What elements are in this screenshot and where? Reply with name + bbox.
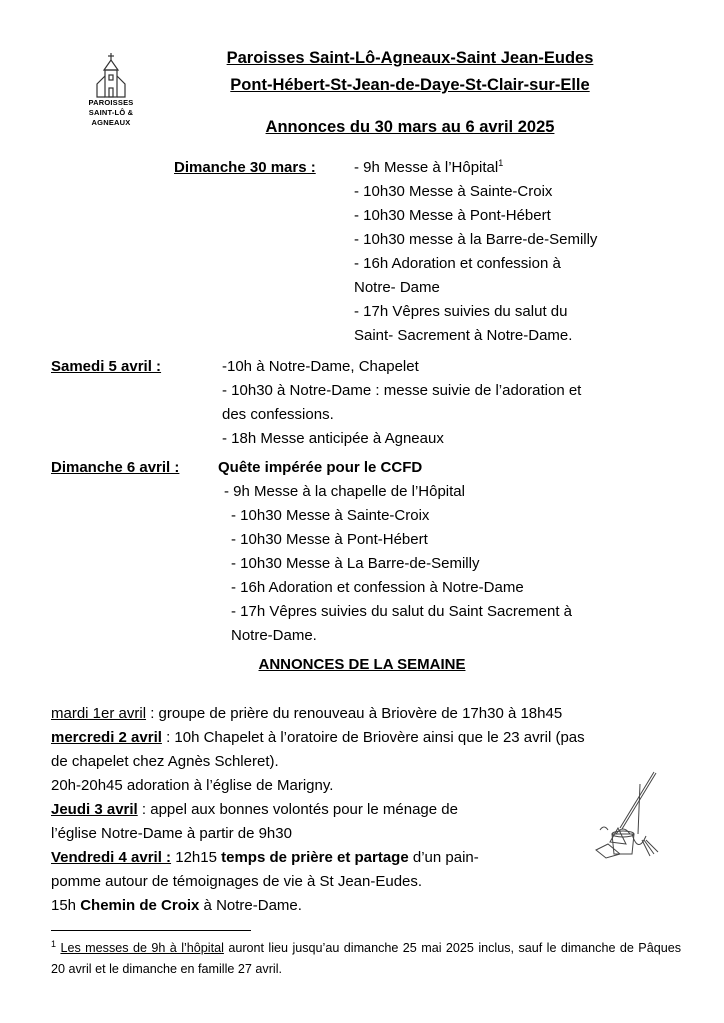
wednesday-announcement-cont: de chapelet chez Agnès Schleret). bbox=[51, 753, 279, 770]
cleaning-illustration bbox=[592, 770, 662, 865]
sunday6-label: Dimanche 6 avril : bbox=[51, 459, 180, 476]
footnote-text: auront lieu jusqu’au dimanche 25 mai 2025 inclus, sauf le dimanche de Pâques 20 avril et le dimanche en famille 27 avril. bbox=[51, 941, 682, 976]
header-parishes-line2: Pont-Hébert-St-Jean-de-Daye-St-Clair-sur-Elle bbox=[230, 76, 590, 94]
schedule-line: - 9h Messe à la chapelle de l’Hôpital bbox=[224, 483, 465, 500]
schedule-line: - 10h30 Messe à Sainte-Croix bbox=[231, 507, 430, 524]
thursday-announcement: Jeudi 3 avril : appel aux bonnes volontés pour le ménage de bbox=[51, 801, 458, 818]
schedule-line: - 17h Vêpres suivies du salut du bbox=[354, 303, 568, 320]
schedule-line: -10h à Notre-Dame, Chapelet bbox=[222, 358, 419, 375]
wednesday-announcement: mercredi 2 avril : 10h Chapelet à l’oratoire de Briovère ainsi que le 23 avril (pas bbox=[51, 729, 585, 746]
schedule-line: - 16h Adoration et confession à bbox=[354, 255, 561, 272]
schedule-line: Saint- Sacrement à Notre-Dame. bbox=[354, 327, 573, 344]
footnote-ref: 1 bbox=[498, 158, 504, 168]
ccfd-collection-heading: Quête impérée pour le CCFD bbox=[218, 459, 423, 476]
schedule-line: des confessions. bbox=[222, 406, 334, 423]
tuesday-announcement: mardi 1er avril : groupe de prière du renouveau à Briovère de 17h30 à 18h45 bbox=[51, 705, 563, 722]
saturday5-schedule bbox=[222, 355, 581, 451]
schedule-line: - 10h30 Messe à Sainte-Croix bbox=[354, 183, 553, 200]
schedule-line: - 10h30 Messe à Pont-Hébert bbox=[231, 531, 428, 548]
footnote bbox=[51, 938, 681, 980]
schedule-line: - 10h30 Messe à Pont-Hébert bbox=[354, 207, 551, 224]
schedule-line: Notre-Dame. bbox=[231, 627, 317, 644]
footnote-mark: 1 bbox=[51, 938, 57, 949]
schedule-line: - 17h Vêpres suivies du salut du Saint Sacrement à bbox=[231, 603, 573, 620]
friday-announcement: Vendredi 4 avril : 12h15 temps de prière et partage d’un pain- bbox=[51, 849, 479, 866]
schedule-line: - 9h Messe à l’Hôpital$^1$ bbox=[354, 158, 504, 176]
friday-way-of-cross: 15h Chemin de Croix à Notre-Dame. bbox=[51, 897, 302, 914]
week-announcements-title: ANNONCES DE LA SEMAINE bbox=[258, 656, 466, 673]
schedule-line: - 10h30 messe à la Barre-de-Semilly bbox=[354, 231, 598, 248]
announcements-title: Annonces du 30 mars au 6 avril 2025 bbox=[265, 118, 555, 136]
thursday-announcement-cont: l’église Notre-Dame à partir de 9h30 bbox=[51, 825, 292, 842]
parish-logo bbox=[74, 52, 148, 128]
friday-announcement-cont: pomme autour de témoignages de vie à St Jean-Eudes. bbox=[51, 873, 423, 890]
logo-text-line1: PAROISSES bbox=[88, 98, 134, 107]
schedule-line: Notre- Dame bbox=[354, 279, 440, 296]
schedule-line: - 10h30 à Notre-Dame : messe suivie de l’adoration et bbox=[222, 382, 582, 399]
footnote-separator bbox=[51, 930, 251, 931]
church-icon bbox=[94, 52, 128, 98]
logo-text-line2: SAINT-LÔ & AGNEAUX bbox=[88, 108, 134, 127]
schedule-line: - 10h30 Messe à La Barre-de-Semilly bbox=[231, 555, 480, 572]
sunday30-label: Dimanche 30 mars : bbox=[174, 159, 316, 176]
header-parishes-line1: Paroisses Saint-Lô-Agneaux-Saint Jean-Eudes bbox=[226, 49, 594, 67]
footnote-underlined: Les messes de 9h à l’hôpital bbox=[60, 941, 224, 955]
wednesday-adoration: 20h-20h45 adoration à l’église de Marigny. bbox=[51, 777, 334, 794]
schedule-line: - 18h Messe anticipée à Agneaux bbox=[222, 430, 444, 447]
sunday6-schedule bbox=[231, 504, 572, 648]
cleaning-tools-icon bbox=[592, 770, 662, 860]
schedule-line: - 16h Adoration et confession à Notre-Dame bbox=[231, 579, 524, 596]
saturday5-label: Samedi 5 avril : bbox=[51, 358, 162, 375]
sunday30-schedule bbox=[354, 156, 597, 348]
